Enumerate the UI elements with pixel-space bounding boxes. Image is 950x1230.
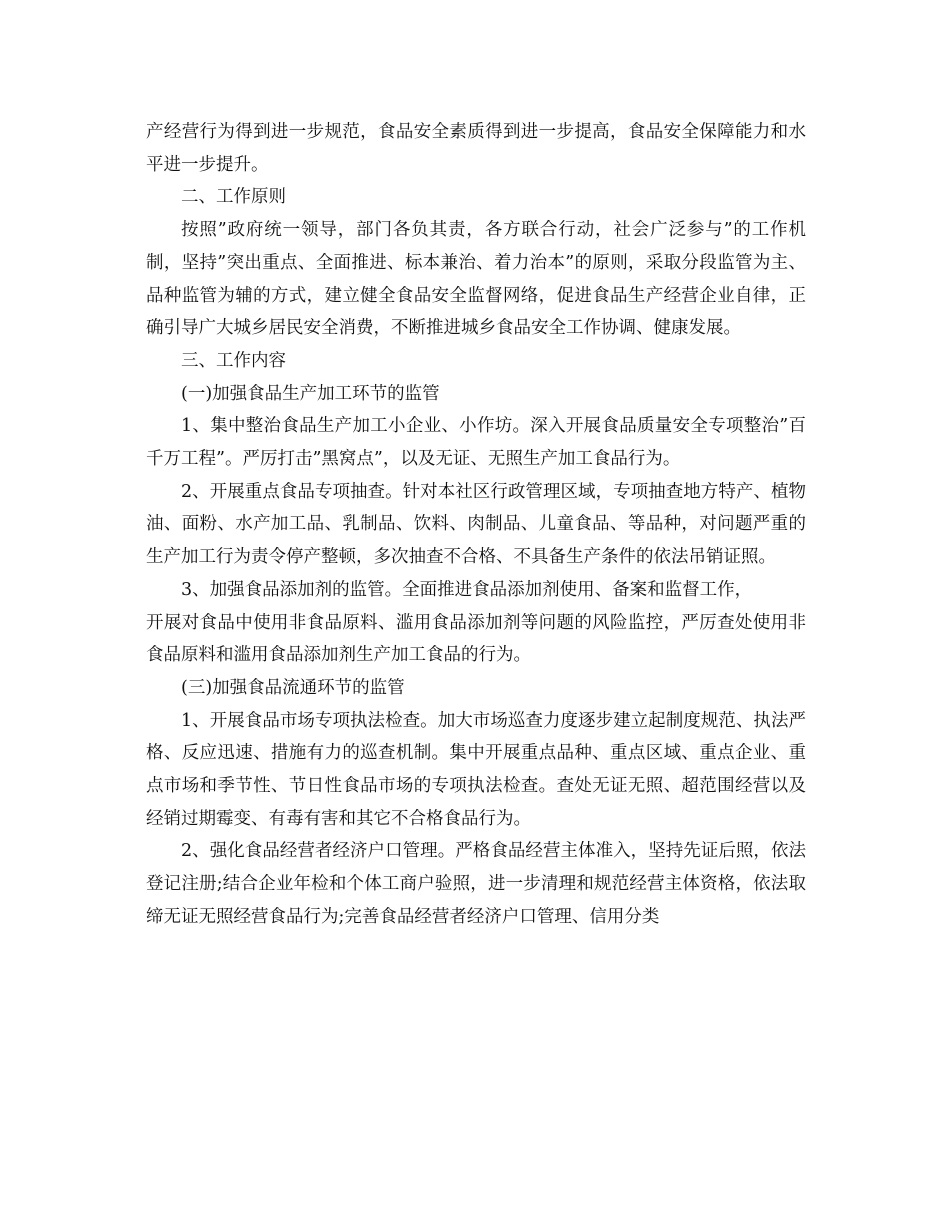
section-heading-work-principles: 二、工作原则 (181, 187, 286, 208)
paragraph-additive-supervision-rest: 开展对食品中使用非食品原料、滥用食品添加剂等问题的风险监控，严厉查处使用非食品原料和滥用食品添加剂生产加工食品的行为。 (146, 612, 806, 666)
paragraph-operator-registry: 2、强化食品经营者经济户口管理。严格食品经营主体准入，坚持先证后照，依法登记注册;结合企业年检和个体工商户验照，进一步清理和规范经营主体资格，依法取缔无证无照经营食品行为;完善食品经营者经济户口管理、信用分类 (146, 841, 806, 927)
subsection-heading-production-supervision: (一)加强食品生产加工环节的监管 (181, 383, 440, 404)
subsection-heading-circulation-supervision: (三)加强食品流通环节的监管 (181, 677, 405, 698)
paragraph-small-enterprise-rectification: 1、集中整治食品生产加工小企业、小作坊。深入开展食品质量安全专项整治”百千万工程”。严厉打击”黑窝点”，以及无证、无照生产加工食品行为。 (146, 416, 806, 470)
document-body (146, 116, 806, 934)
paragraph-market-inspection: 1、开展食品市场专项执法检查。加大市场巡查力度逐步建立起制度规范、执法严格、反应迅速、措施有力的巡查机制。集中开展重点品种、重点区域、重点企业、重点市场和季节性、节日性食品市场的专项执法检查。查处无证无照、超范围经营以及经销过期霉变、有毒有害和其它不合格食品行为。 (146, 710, 806, 829)
paragraph-key-food-inspection: 2、开展重点食品专项抽查。针对本社区行政管理区域，专项抽查地方特产、植物油、面粉、水产加工品、乳制品、饮料、肉制品、儿童食品、等品种，对问题严重的生产加工行为责令停产整顿，多次抽查不合格、不具备生产条件的依法吊销证照。 (146, 481, 806, 568)
section-heading-work-content: 三、工作内容 (181, 350, 286, 371)
paragraph-additive-supervision-line1: 3、加强食品添加剂的监管。全面推进食品添加剂使用、备案和监督工作， (181, 579, 753, 600)
paragraph-continuation: 产经营行为得到进一步规范，食品安全素质得到进一步提高，食品安全保障能力和水平进一步提升。 (146, 122, 806, 175)
paragraph-work-principles: 按照”政府统一领导，部门各负其责，各方联合行动，社会广泛参与”的工作机制，坚持”突出重点、全面推进、标本兼治、着力治本”的原则，采取分段监管为主、品种监管为辅的方式，建立健全食品安全监督网络，促进食品生产经营企业自律，正确引导广大城乡居民安全消费，不断推进城乡食品安全工作协调、健康发展。 (146, 220, 806, 339)
